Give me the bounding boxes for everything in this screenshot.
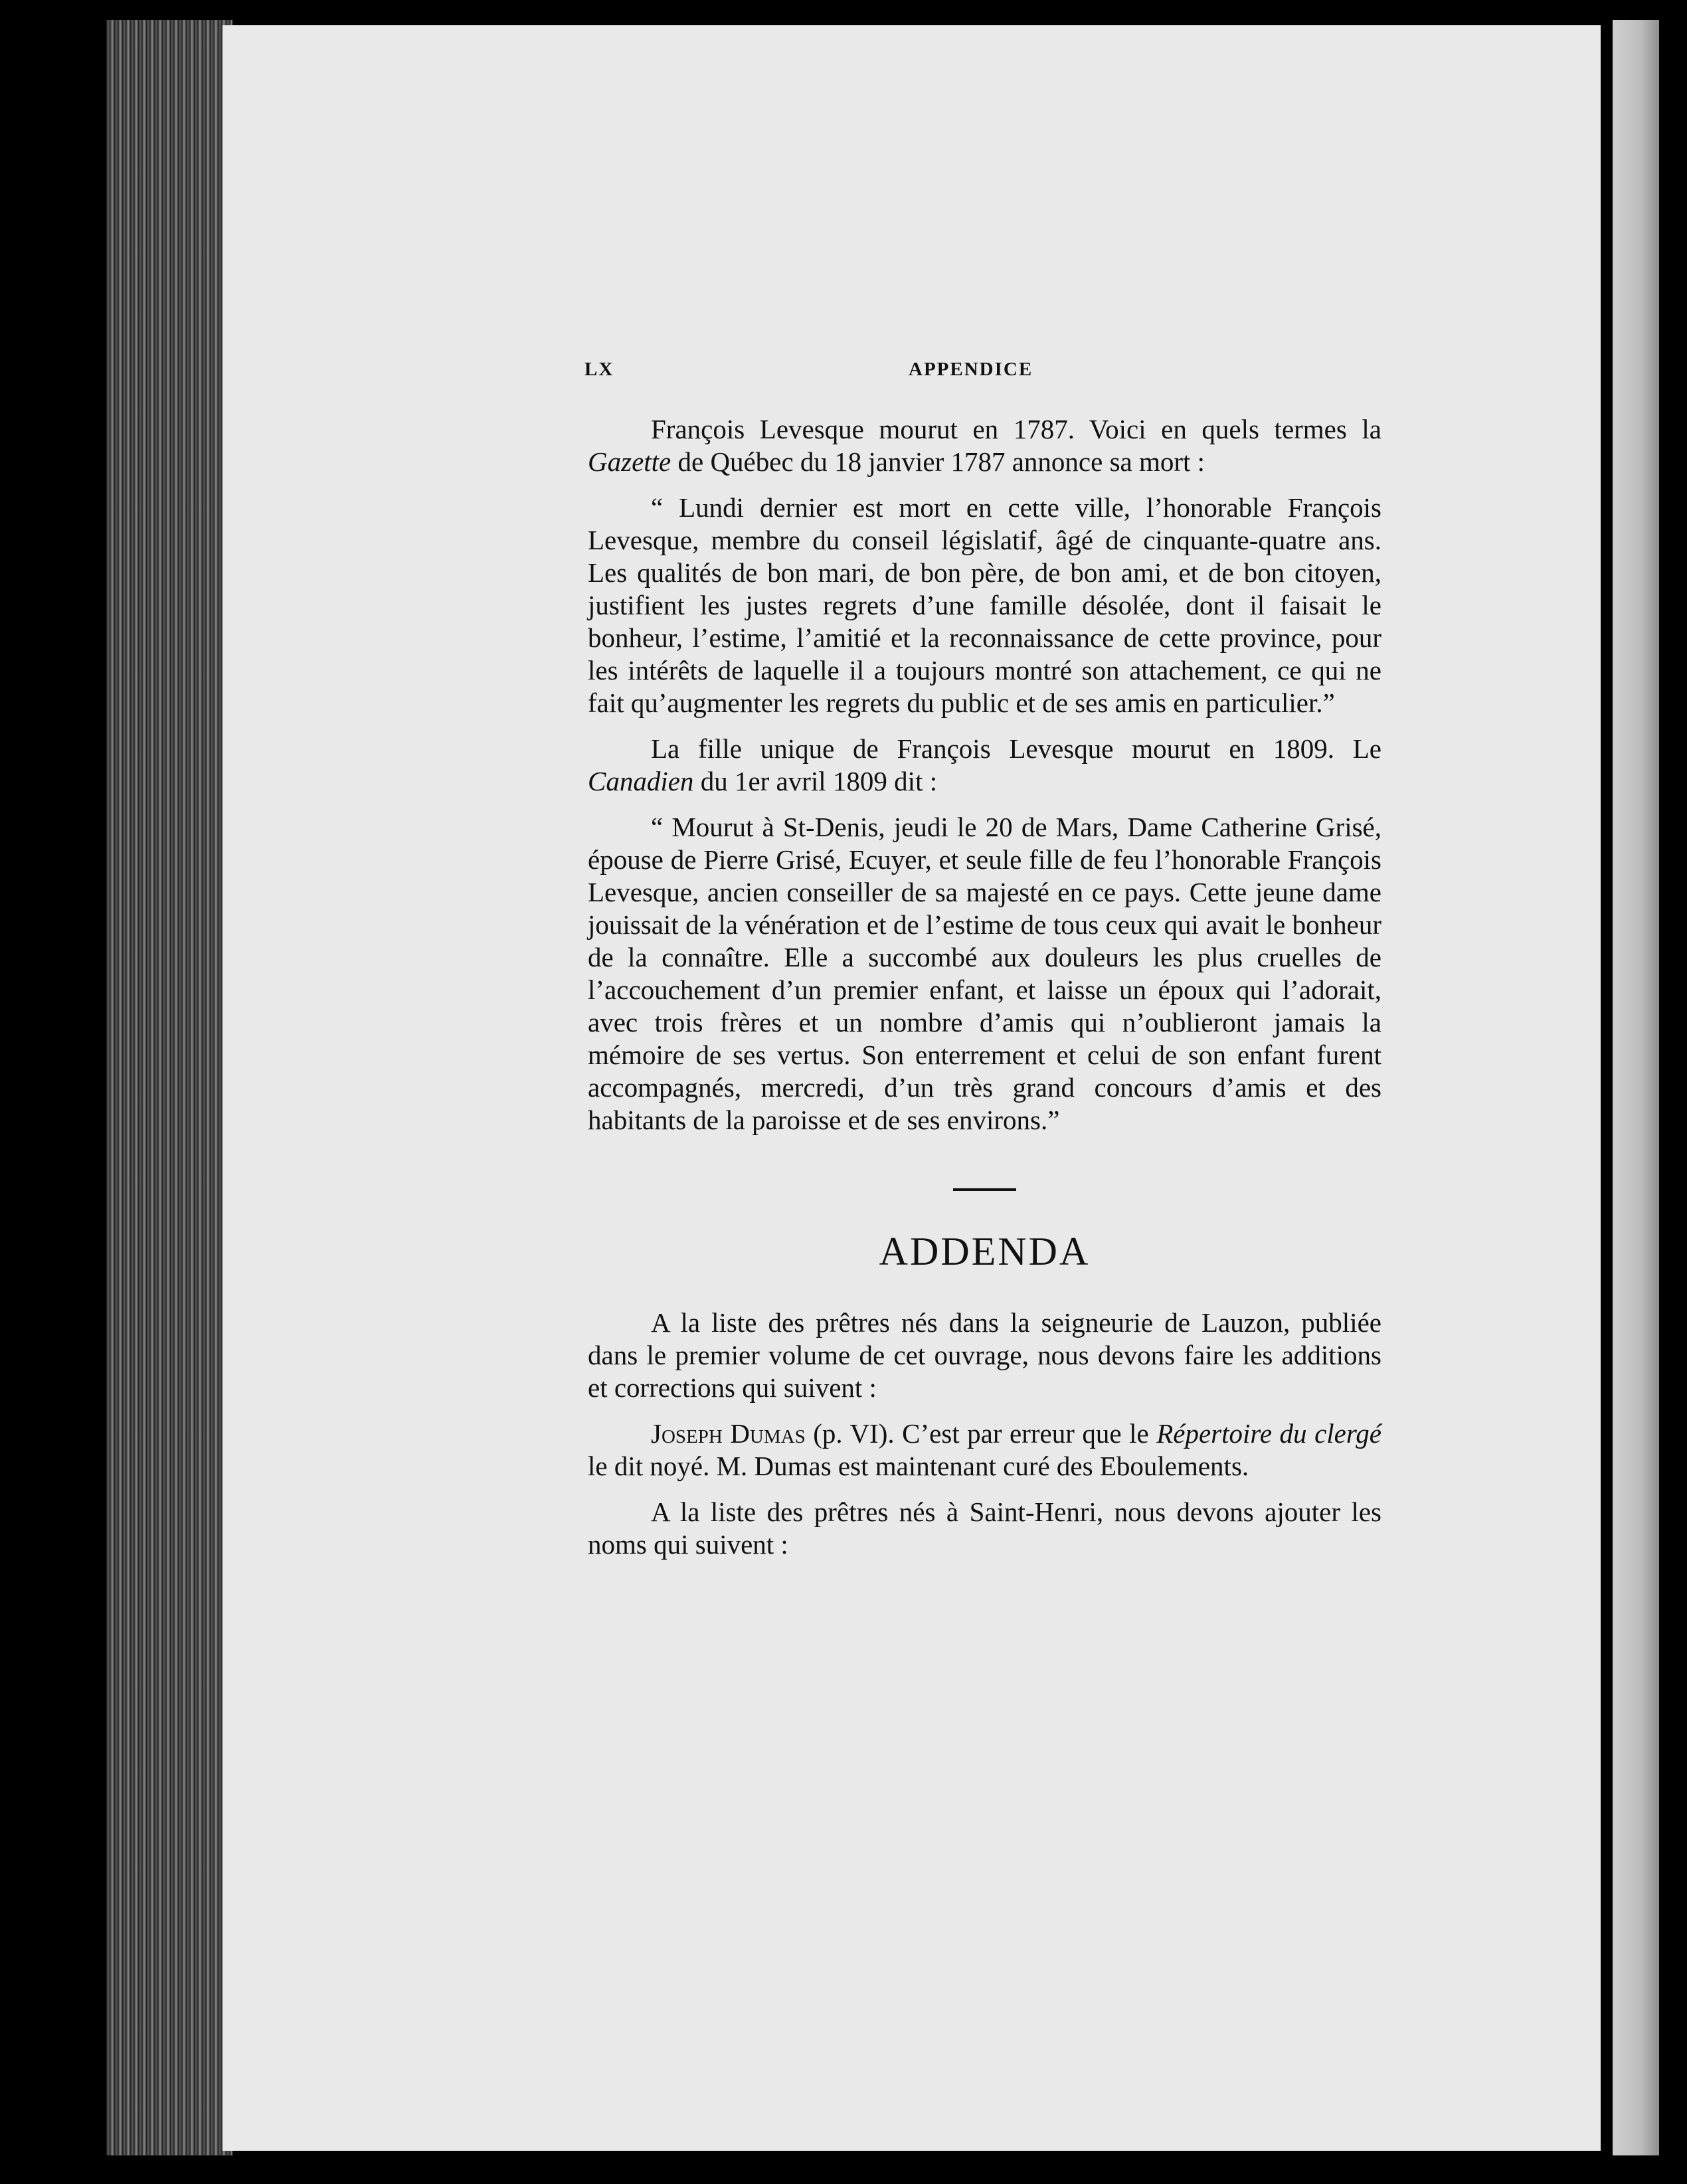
body-text — [588, 413, 1381, 1561]
page-header — [584, 359, 1687, 392]
quote-canadien: “ Mourut à St-Denis, jeudi le 20 de Mars, Dame Catherine Grisé, épouse de Pierre Grisé, Ecuyer, et seule fille de feu l’honorable François Levesque, ancien conseiller de sa majesté en ce pays. Cette jeune dame jouissait de la vénération et de l’estime de tous ceux qui avait le bonheur de la connaître. Elle a succombé aux douleurs les plus cruelles de l’accouchement d’un premier enfant, et laisse un époux qui l’adorait, avec trois frères et un nombre d’amis qui n’oublieront jamais la mémoire de ses vertus. Son enterrement et celui de son enfant furent accompagnés, mercredi, d’un très grand concours d’amis et des habitants de la paroisse et de ses environs.” — [588, 812, 1381, 1135]
running-title: APPENDICE — [909, 359, 1033, 380]
addenda-paragraph-3: A la liste des prêtres nés à Saint-Henri, nous devons ajouter les noms qui suivent : — [588, 1497, 1381, 1560]
paragraph-death-levesque: François Levesque mourut en 1787. Voici en quels termes la Gazette de Québec du 18 janvier 1787 annonce sa mort : — [588, 414, 1381, 477]
newspaper-title: Canadien — [588, 766, 694, 796]
paragraph-daughter: La fille unique de François Levesque mourut en 1809. Le Canadien du 1er avril 1809 dit : — [588, 733, 1381, 796]
newspaper-title: Gazette — [588, 446, 671, 477]
page-stack-edge — [106, 20, 232, 2155]
book-title: Répertoire du clergé — [1156, 1418, 1381, 1449]
section-divider — [953, 1188, 1016, 1191]
page-number: LX — [584, 359, 614, 380]
addenda-paragraph-2: Joseph Dumas (p. VI). C’est par erreur que le Répertoire du clergé le dit noyé. M. Dumas est maintenant curé des Eboulements. — [588, 1418, 1381, 1481]
quote-gazette: “ Lundi dernier est mort en cette ville, l’honorable François Levesque, membre du conseil législatif, âgé de cinquante-quatre ans. Les qualités de bon mari, de bon père, de bon ami, et de bon citoyen, justifient les justes regrets d’une famille désolée, dont il faisait le bonheur, l’estime, l’amitié et la reconnaissance de cette province, pour les intérêts de laquelle il a toujours montré son attachement, ce qui ne fait qu’augmenter les regrets du public et de ses amis en particulier.” — [588, 492, 1381, 718]
addenda-title: ADDENDA — [879, 1229, 1091, 1273]
addenda-paragraph-1: A la liste des prêtres nés dans la seigneurie de Lauzon, publiée dans le premier volume de cet ouvrage, nous devons faire les additions et corrections qui suivent : — [588, 1307, 1381, 1403]
person-name: Joseph Dumas — [651, 1418, 806, 1449]
right-page-edge — [1613, 20, 1659, 2155]
